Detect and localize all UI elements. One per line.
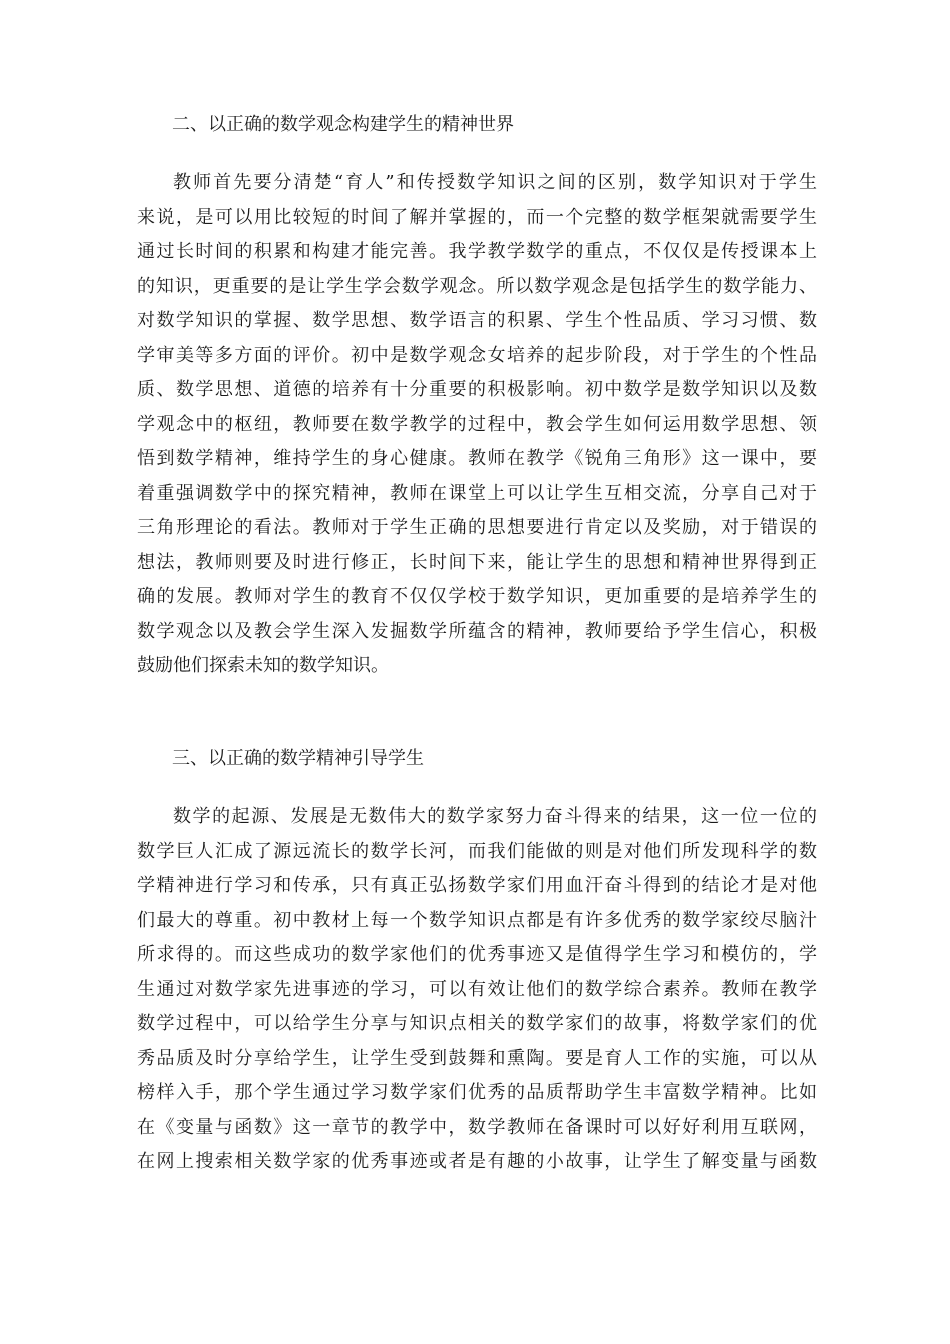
- paragraph-line: 们最大的尊重。初中教材上每一个数学知识点都是有许多优秀的数学家绞尽脑汁: [137, 909, 817, 931]
- paragraph-line: 数学巨人汇成了源远流长的数学长河，而我们能做的则是对他们所发现科学的数: [137, 840, 817, 862]
- paragraph-line: 在网上搜索相关数学家的优秀事迹或者是有趣的小故事，让学生了解变量与函数: [137, 1151, 817, 1172]
- section-3-paragraph: [137, 800, 817, 1180]
- paragraph-line: 学观念中的枢纽，教师要在数学教学的过程中，教会学生如何运用数学思想、领: [137, 413, 817, 435]
- paragraph-line: 的知识，更重要的是让学生学会数学观念。所以数学观念是包括学生的数学能力、: [137, 275, 817, 297]
- paragraph-line: 所求得的。而这些成功的数学家他们的优秀事迹又是值得学生学习和模仿的，学: [137, 944, 817, 965]
- paragraph-line: 教师首先要分清楚“育人”和传授数学知识之间的区别，数学知识对于学生: [173, 172, 817, 193]
- paragraph-line: 秀品质及时分享给学生，让学生受到鼓舞和熏陶。要是育人工作的实施，可以从: [137, 1047, 817, 1069]
- paragraph-line: 鼓励他们探索未知的数学知识。: [137, 655, 389, 676]
- paragraph-line: 着重强调数学中的探究精神，教师在课堂上可以让学生互相交流，分享自己对于: [137, 482, 817, 504]
- paragraph-line: 数学的起源、发展是无数伟大的数学家努力奋斗得来的结果，这一位一位的: [173, 806, 817, 827]
- paragraph-line: 学审美等多方面的评价。初中是数学观念女培养的起步阶段，对于学生的个性品: [137, 344, 817, 366]
- paragraph-line: 学精神进行学习和传承，只有真正弘扬数学家们用血汗奋斗得到的结论才是对他: [137, 875, 817, 896]
- paragraph-line: 来说，是可以用比较短的时间了解并掌握的，而一个完整的数学框架就需要学生: [137, 206, 817, 228]
- paragraph-line: 在《变量与函数》这一章节的教学中，数学教师在备课时可以好好利用互联网，: [137, 1116, 817, 1138]
- section-heading-2: 二、以正确的数学观念构建学生的精神世界: [172, 114, 514, 135]
- paragraph-line: 悟到数学精神，维持学生的身心健康。教师在教学《锐角三角形》这一课中，要: [137, 448, 817, 469]
- paragraph-line: 通过长时间的积累和构建才能完善。我学教学数学的重点，不仅仅是传授课本上: [137, 241, 817, 262]
- paragraph-line: 生通过对数学家先进事迹的学习，可以有效让他们的数学综合素养。教师在教学: [137, 978, 817, 1000]
- paragraph-line: 三角形理论的看法。教师对于学生正确的思想要进行肯定以及奖励，对于错误的: [137, 517, 817, 538]
- paragraph-line: 质、数学思想、道德的培养有十分重要的积极影响。初中数学是数学知识以及数: [137, 379, 817, 400]
- paragraph-line: 确的发展。教师对学生的教育不仅仅学校于数学知识，更加重要的是培养学生的: [137, 586, 817, 607]
- paragraph-line: 数学过程中，可以给学生分享与知识点相关的数学家们的故事，将数学家们的优: [137, 1013, 817, 1034]
- section-2-paragraph: [137, 166, 817, 684]
- section-heading-3: 三、以正确的数学精神引导学生: [172, 748, 424, 769]
- paragraph-line: 榜样入手，那个学生通过学习数学家们优秀的品质帮助学生丰富数学精神。比如: [137, 1082, 817, 1103]
- paragraph-line: 对数学知识的掌握、数学思想、数学语言的积累、学生个性品质、学习习惯、数: [137, 310, 817, 331]
- paragraph-line: 数学观念以及教会学生深入发掘数学所蕴含的精神，教师要给予学生信心，积极: [137, 620, 817, 642]
- paragraph-line: 想法，教师则要及时进行修正，长时间下来，能让学生的思想和精神世界得到正: [137, 551, 817, 573]
